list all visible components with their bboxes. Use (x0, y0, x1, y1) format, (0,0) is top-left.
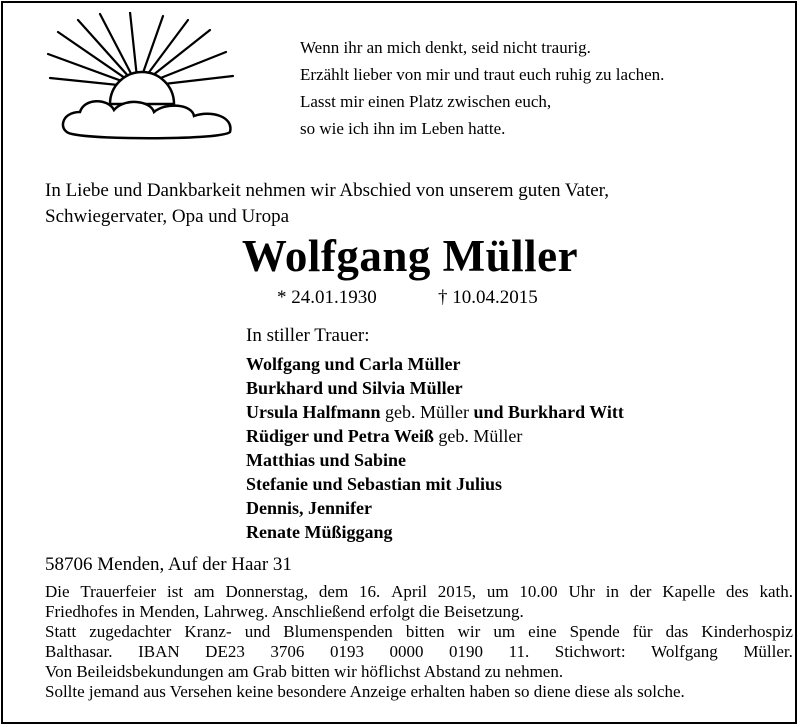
notice-word: das (665, 622, 689, 641)
mourner-line: Renate Müßiggang (246, 522, 393, 542)
notice-word: der (629, 582, 652, 601)
notice-word: 11. (508, 642, 530, 661)
poem-line: so wie ich ihn im Leben hatte. (300, 119, 506, 138)
notice-word: 0190 (449, 642, 484, 661)
intro-text (45, 178, 765, 230)
notice-word: ist (167, 582, 184, 601)
notice-word: April (391, 582, 427, 601)
death-date: † 10.04.2015 (438, 287, 538, 308)
notice-word: wir (457, 622, 481, 641)
notice-word: Blumenspenden (283, 622, 393, 641)
notice-word: 3706 (270, 642, 305, 661)
notice-word: Balthasar. (45, 642, 113, 661)
poem-line: Erzählt lieber von mir und traut euch ruhig zu lachen. (300, 65, 665, 84)
notice-word: 2015, (437, 582, 477, 601)
notice-line (45, 642, 793, 662)
mourner-line: Stefanie und Sebastian mit Julius (246, 474, 503, 494)
notice-word: zugedachter (89, 622, 172, 641)
notice-word: DE23 (205, 642, 245, 661)
notice-word: Statt (45, 622, 77, 641)
notice-word: IBAN (138, 642, 180, 661)
mourner-line: Matthias und Sabine (246, 450, 407, 470)
mourner-name: Ursula Halfmann (246, 402, 381, 422)
maiden-name-note: geb. Müller (380, 402, 474, 422)
poem-line: Lasst mir einen Platz zwischen euch, (300, 92, 552, 111)
mourners-list (246, 352, 624, 544)
notice-word: des (725, 582, 749, 601)
mourner-line (246, 400, 624, 424)
mourner-name: Rüdiger und Petra Weiß (246, 426, 434, 446)
notice-word: Kapelle (662, 582, 716, 601)
notice-word: 10.00 (519, 582, 558, 601)
notice-word: 0000 (389, 642, 424, 661)
mourner-line: Burkhard und Silvia Müller (246, 378, 463, 398)
notice-line: Friedhofes in Menden, Lahrweg. Anschließend erfolgt die Beisetzung. (45, 602, 524, 621)
notice-word: Spende (569, 622, 620, 641)
mourners-heading: In stiller Trauer: (246, 325, 370, 346)
birth-date: * 24.01.1930 (277, 287, 377, 308)
notice-word: dem (318, 582, 349, 601)
notice-word: 16. (359, 582, 381, 601)
notice-line (45, 582, 793, 602)
notice-word: für (632, 622, 653, 641)
mourner-line: Wolfgang und Carla Müller (246, 354, 461, 374)
mourner-line: Dennis, Jennifer (246, 498, 372, 518)
notice-word: Kinderhospiz (701, 622, 793, 641)
notice-word: Die (45, 582, 70, 601)
sunrise-cloud-icon (38, 12, 258, 144)
notice-word: Müller. (743, 642, 793, 661)
notice-word: Stichwort: (554, 642, 626, 661)
notice-word: um (493, 622, 516, 641)
notice-word: 0193 (329, 642, 364, 661)
poem-line: Wenn ihr an mich denkt, seid nicht traurig. (300, 38, 591, 57)
notice-line: Sollte jemand aus Versehen keine besondere Anzeige erhalten haben so diene diese als solche. (45, 682, 685, 701)
notice-word: bitten (405, 622, 445, 641)
notice-word: und (244, 622, 271, 641)
notice-word: kath. (759, 582, 793, 601)
notice-word: Wolfgang (651, 642, 718, 661)
notice-word: Donnerstag, (225, 582, 309, 601)
notice-word: in (605, 582, 619, 601)
notice-word: um (486, 582, 509, 601)
notice-line (45, 622, 793, 642)
maiden-name-note: geb. Müller (433, 426, 523, 446)
intro-line: In Liebe und Dankbarkeit nehmen wir Abschied von unserem guten Vater, (45, 180, 609, 201)
notice-word: Kranz- (184, 622, 232, 641)
notice-word: am (193, 582, 215, 601)
deceased-name: Wolfgang Müller (241, 231, 579, 281)
notice-word: Uhr (568, 582, 595, 601)
address: 58706 Menden, Auf der Haar 31 (45, 554, 292, 575)
funeral-notice (45, 582, 795, 702)
mourner-line (246, 424, 624, 448)
intro-line: Schwiegervater, Opa und Uropa (45, 206, 290, 227)
notice-word: Trauerfeier (80, 582, 157, 601)
notice-word: eine (528, 622, 557, 641)
poem (300, 34, 664, 142)
notice-line: Von Beileidsbekundungen am Grab bitten wir höflichst Abstand zu nehmen. (45, 662, 564, 681)
mourner-name: und Burkhard Witt (473, 402, 624, 422)
